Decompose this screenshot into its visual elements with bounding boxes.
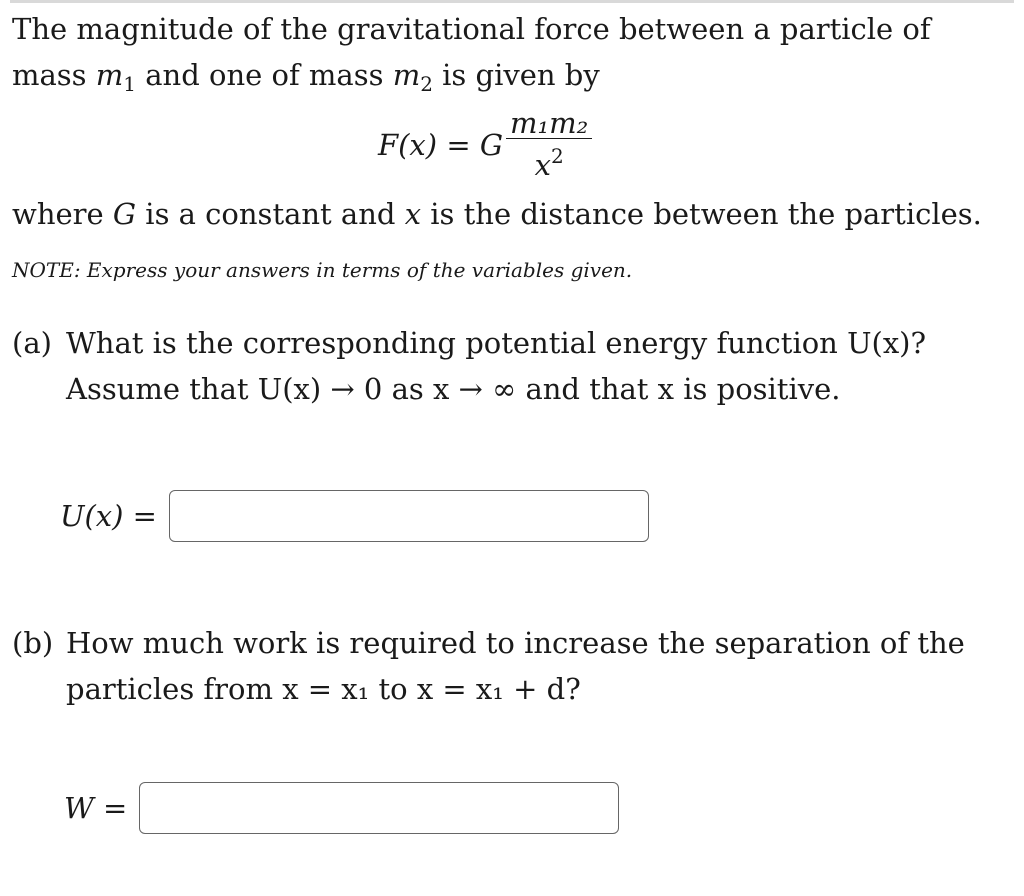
part-b-question	[12, 620, 1002, 712]
where-prefix: where	[12, 197, 113, 231]
denominator-base: x	[534, 148, 551, 182]
part-a-answer-label: U(x) =	[60, 499, 157, 533]
formula-lhs: F(x) = G	[378, 128, 504, 162]
part-a-answer-row	[60, 490, 649, 542]
part-a-line1: What is the corresponding potential energy function U(x)?	[66, 326, 927, 360]
problem-intro	[12, 6, 1012, 107]
denominator-exponent: 2	[550, 144, 564, 168]
force-formula	[378, 108, 592, 182]
where-suffix: is the distance between the particles.	[421, 197, 982, 231]
part-a-answer-input[interactable]	[169, 490, 649, 542]
m1-variable: m	[95, 58, 124, 92]
G-variable: G	[112, 197, 137, 231]
m2-subscript: 2	[420, 72, 433, 96]
where-sentence	[12, 192, 982, 236]
formula-denominator	[535, 139, 564, 182]
part-b-answer-row	[64, 782, 619, 834]
part-a-line2: Assume that U(x) → 0 as x → ∞ and that x is positive.	[66, 372, 841, 406]
intro-prefix: The magnitude of the gravitational force between a particle of mass	[12, 12, 931, 92]
intro-suffix: is given by	[432, 58, 600, 92]
x-variable: x	[404, 197, 422, 231]
top-divider	[10, 0, 1014, 3]
part-b-label: (b)	[12, 626, 54, 660]
part-a-question	[12, 320, 1002, 412]
part-a-label: (a)	[12, 326, 52, 360]
part-b-line1: How much work is required to increase the separation of the	[66, 626, 965, 660]
intro-mid: and one of mass	[136, 58, 393, 92]
part-b-line2: particles from x = x₁ to x = x₁ + d?	[66, 672, 581, 706]
where-mid: is a constant and	[136, 197, 405, 231]
formula-numerator: m₁m₂	[510, 106, 589, 140]
part-b-answer-input[interactable]	[139, 782, 619, 834]
m1-subscript: 1	[123, 72, 137, 96]
part-b-answer-label: W =	[64, 791, 128, 825]
m2-variable: m	[392, 58, 421, 92]
note-text: NOTE: Express your answers in terms of the variables given.	[12, 258, 633, 282]
formula-fraction	[506, 108, 592, 182]
